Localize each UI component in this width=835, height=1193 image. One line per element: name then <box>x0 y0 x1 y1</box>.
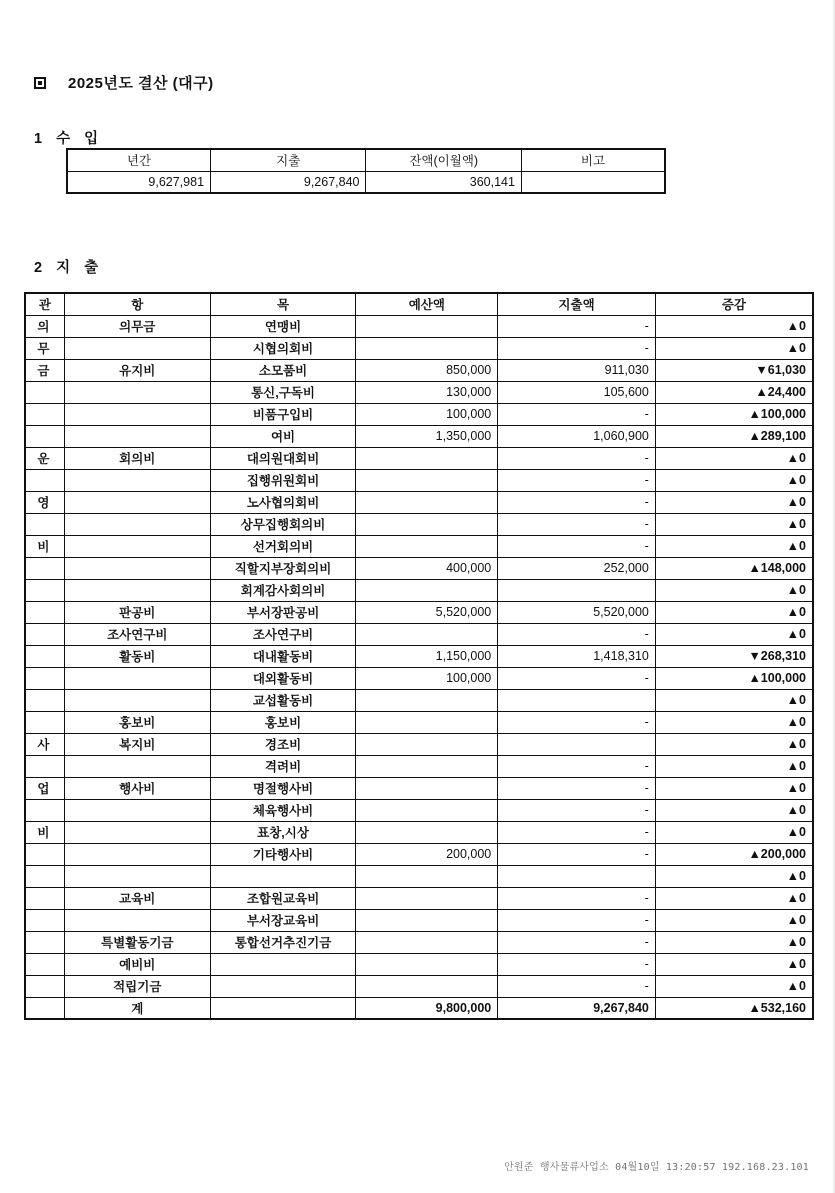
cell-spent <box>498 865 656 887</box>
cell-gwan <box>25 601 64 623</box>
table-row <box>25 513 813 535</box>
cell-hang <box>64 689 210 711</box>
cell-spent: - <box>498 777 656 799</box>
cell-mok: 집행위원회비 <box>210 469 356 491</box>
cell-budget <box>356 447 498 469</box>
cell-hang: 홍보비 <box>64 711 210 733</box>
cell-spent: - <box>498 887 656 909</box>
cell-delta: ▲0 <box>655 447 813 469</box>
cell-gwan <box>25 711 64 733</box>
cell-gwan: 영 <box>25 491 64 513</box>
section-label: 수 입 <box>56 131 104 147</box>
cell-hang: 유지비 <box>64 359 210 381</box>
table-row <box>25 425 813 447</box>
cell-mok: 부서장판공비 <box>210 601 356 623</box>
table-row <box>25 623 813 645</box>
cell-gwan <box>25 997 64 1019</box>
cell-budget <box>356 469 498 491</box>
cell-gwan: 비 <box>25 535 64 557</box>
cell-delta: ▼268,310 <box>655 645 813 667</box>
column-header-annual: 년간 <box>67 149 211 171</box>
cell-delta: ▲0 <box>655 975 813 997</box>
cell-delta: ▲0 <box>655 535 813 557</box>
cell-delta: ▲0 <box>655 777 813 799</box>
cell-budget <box>356 579 498 601</box>
cell-mok <box>210 997 356 1019</box>
cell-spent: - <box>498 975 656 997</box>
cell-delta: ▲0 <box>655 711 813 733</box>
cell-mok: 대의원대회비 <box>210 447 356 469</box>
cell-delta: ▲0 <box>655 469 813 491</box>
table-row <box>25 843 813 865</box>
cell-budget <box>356 821 498 843</box>
cell-spent: - <box>498 931 656 953</box>
cell-mok <box>210 953 356 975</box>
cell-spent: - <box>498 447 656 469</box>
cell-budget <box>356 711 498 733</box>
column-header-budget: 예산액 <box>356 293 498 315</box>
cell-budget: 1,350,000 <box>356 425 498 447</box>
table-row <box>25 315 813 337</box>
cell-budget <box>356 887 498 909</box>
cell-spent: 1,418,310 <box>498 645 656 667</box>
cell-mok: 부서장교육비 <box>210 909 356 931</box>
cell-delta: ▲148,000 <box>655 557 813 579</box>
cell-spent: - <box>498 755 656 777</box>
cell-budget: 130,000 <box>356 381 498 403</box>
cell-remarks <box>521 171 665 193</box>
cell-budget: 200,000 <box>356 843 498 865</box>
table-row <box>25 381 813 403</box>
table-row <box>25 711 813 733</box>
table-row <box>25 689 813 711</box>
cell-mok: 비품구입비 <box>210 403 356 425</box>
cell-spent: - <box>498 953 656 975</box>
table-row <box>25 645 813 667</box>
cell-total-delta: ▲532,160 <box>655 997 813 1019</box>
cell-budget <box>356 865 498 887</box>
cell-hang: 특별활동기금 <box>64 931 210 953</box>
cell-gwan <box>25 381 64 403</box>
cell-mok: 체육행사비 <box>210 799 356 821</box>
cell-total-spent: 9,267,840 <box>498 997 656 1019</box>
cell-hang <box>64 843 210 865</box>
cell-delta: ▲0 <box>655 821 813 843</box>
cell-hang <box>64 403 210 425</box>
table-row <box>25 777 813 799</box>
cell-budget <box>356 491 498 513</box>
cell-budget: 1,150,000 <box>356 645 498 667</box>
cell-delta: ▲24,400 <box>655 381 813 403</box>
cell-hang <box>64 491 210 513</box>
table-row <box>25 447 813 469</box>
cell-spent <box>498 579 656 601</box>
cell-mok: 홍보비 <box>210 711 356 733</box>
table-row <box>25 403 813 425</box>
cell-mok: 상무집행회의비 <box>210 513 356 535</box>
table-row <box>25 535 813 557</box>
cell-gwan <box>25 953 64 975</box>
cell-budget <box>356 513 498 535</box>
cell-hang <box>64 337 210 359</box>
cell-gwan <box>25 689 64 711</box>
cell-delta: ▼61,030 <box>655 359 813 381</box>
cell-delta: ▲0 <box>655 799 813 821</box>
cell-budget: 100,000 <box>356 403 498 425</box>
cell-budget <box>356 623 498 645</box>
cell-hang: 예비비 <box>64 953 210 975</box>
cell-spent: - <box>498 491 656 513</box>
table-row <box>25 865 813 887</box>
cell-delta: ▲0 <box>655 491 813 513</box>
cell-delta: ▲289,100 <box>655 425 813 447</box>
cell-hang <box>64 909 210 931</box>
cell-delta: ▲0 <box>655 623 813 645</box>
section-number: 2 <box>34 260 43 276</box>
cell-delta: ▲0 <box>655 887 813 909</box>
footer-stamp: 안원준 행사물류사업소 04월10일 13:20:57 192.168.23.101 <box>504 1162 809 1173</box>
cell-hang: 적립기금 <box>64 975 210 997</box>
cell-budget <box>356 975 498 997</box>
cell-delta: ▲0 <box>655 337 813 359</box>
cell-gwan: 사 <box>25 733 64 755</box>
table-row <box>25 601 813 623</box>
cell-hang <box>64 579 210 601</box>
cell-mok: 노사협의회비 <box>210 491 356 513</box>
cell-hang: 활동비 <box>64 645 210 667</box>
cell-hang <box>64 821 210 843</box>
table-row <box>25 887 813 909</box>
page-title <box>34 72 214 93</box>
cell-total-budget: 9,800,000 <box>356 997 498 1019</box>
cell-gwan <box>25 843 64 865</box>
cell-mok: 연맹비 <box>210 315 356 337</box>
cell-mok: 대내활동비 <box>210 645 356 667</box>
table-row <box>25 469 813 491</box>
cell-mok: 명절행사비 <box>210 777 356 799</box>
table-row <box>25 733 813 755</box>
cell-mok: 소모품비 <box>210 359 356 381</box>
section-label: 지 출 <box>56 260 104 276</box>
cell-spent <box>498 689 656 711</box>
cell-budget <box>356 777 498 799</box>
table-row <box>67 171 665 193</box>
cell-annual: 9,627,981 <box>67 171 211 193</box>
table-row <box>25 491 813 513</box>
column-header-remarks: 비고 <box>521 149 665 171</box>
page-title-text: 2025년도 결산 (대구) <box>68 75 214 92</box>
cell-gwan <box>25 799 64 821</box>
table-row <box>25 953 813 975</box>
cell-gwan <box>25 975 64 997</box>
cell-mok: 교섭활동비 <box>210 689 356 711</box>
cell-gwan <box>25 887 64 909</box>
cell-delta: ▲0 <box>655 601 813 623</box>
expense-table <box>24 292 814 1020</box>
cell-spent: 5,520,000 <box>498 601 656 623</box>
cell-mok: 선거회의비 <box>210 535 356 557</box>
cell-budget <box>356 337 498 359</box>
cell-gwan: 운 <box>25 447 64 469</box>
section-number: 1 <box>34 131 43 147</box>
cell-spent: - <box>498 337 656 359</box>
cell-gwan: 의 <box>25 315 64 337</box>
cell-mok: 직할지부장회의비 <box>210 557 356 579</box>
cell-delta: ▲0 <box>655 953 813 975</box>
column-header-spent: 지출액 <box>498 293 656 315</box>
cell-budget <box>356 755 498 777</box>
cell-hang: 행사비 <box>64 777 210 799</box>
cell-hang: 교육비 <box>64 887 210 909</box>
cell-hang <box>64 865 210 887</box>
cell-delta: ▲100,000 <box>655 667 813 689</box>
cell-mok: 통신,구독비 <box>210 381 356 403</box>
section-heading-income <box>34 127 103 148</box>
cell-mok: 경조비 <box>210 733 356 755</box>
table-row <box>25 909 813 931</box>
cell-mok: 격려비 <box>210 755 356 777</box>
cell-spent: - <box>498 469 656 491</box>
cell-delta: ▲0 <box>655 689 813 711</box>
cell-hang <box>64 799 210 821</box>
cell-budget: 400,000 <box>356 557 498 579</box>
table-row <box>25 821 813 843</box>
cell-hang: 조사연구비 <box>64 623 210 645</box>
table-row <box>25 667 813 689</box>
cell-mok: 여비 <box>210 425 356 447</box>
cell-delta: ▲0 <box>655 513 813 535</box>
cell-gwan <box>25 403 64 425</box>
cell-budget <box>356 909 498 931</box>
cell-mok: 조합원교육비 <box>210 887 356 909</box>
table-row <box>25 579 813 601</box>
cell-budget <box>356 733 498 755</box>
cell-spent: - <box>498 843 656 865</box>
table-total-row <box>25 997 813 1019</box>
income-table <box>66 148 666 194</box>
cell-budget <box>356 799 498 821</box>
section-heading-expense <box>34 256 103 277</box>
table-header-row <box>67 149 665 171</box>
cell-budget: 5,520,000 <box>356 601 498 623</box>
cell-delta: ▲200,000 <box>655 843 813 865</box>
cell-budget <box>356 535 498 557</box>
cell-hang <box>64 513 210 535</box>
cell-gwan <box>25 557 64 579</box>
cell-mok <box>210 865 356 887</box>
cell-hang <box>64 755 210 777</box>
cell-gwan <box>25 865 64 887</box>
cell-spent: - <box>498 535 656 557</box>
cell-mok: 기타행사비 <box>210 843 356 865</box>
cell-delta: ▲0 <box>655 579 813 601</box>
cell-hang <box>64 535 210 557</box>
cell-spent: - <box>498 403 656 425</box>
cell-mok: 시협의회비 <box>210 337 356 359</box>
cell-gwan <box>25 623 64 645</box>
cell-hang <box>64 425 210 447</box>
cell-gwan <box>25 469 64 491</box>
cell-spent: - <box>498 315 656 337</box>
square-bullet-icon <box>34 77 46 89</box>
cell-gwan: 비 <box>25 821 64 843</box>
column-header-gwan: 관 <box>25 293 64 315</box>
cell-hang <box>64 381 210 403</box>
cell-budget <box>356 953 498 975</box>
column-header-expenditure: 지출 <box>211 149 366 171</box>
cell-hang: 판공비 <box>64 601 210 623</box>
cell-gwan: 업 <box>25 777 64 799</box>
cell-delta: ▲100,000 <box>655 403 813 425</box>
table-header-row <box>25 293 813 315</box>
cell-spent: - <box>498 821 656 843</box>
cell-budget: 850,000 <box>356 359 498 381</box>
cell-spent: - <box>498 513 656 535</box>
cell-total-label: 계 <box>64 997 210 1019</box>
cell-delta: ▲0 <box>655 865 813 887</box>
cell-gwan <box>25 513 64 535</box>
column-header-hang: 항 <box>64 293 210 315</box>
cell-hang <box>64 557 210 579</box>
cell-gwan <box>25 667 64 689</box>
cell-delta: ▲0 <box>655 733 813 755</box>
cell-budget <box>356 689 498 711</box>
cell-hang: 복지비 <box>64 733 210 755</box>
cell-expenditure: 9,267,840 <box>211 171 366 193</box>
cell-spent: 252,000 <box>498 557 656 579</box>
column-header-balance: 잔액(이월액) <box>366 149 521 171</box>
cell-gwan <box>25 755 64 777</box>
cell-mok: 회계감사회의비 <box>210 579 356 601</box>
table-row <box>25 755 813 777</box>
cell-balance: 360,141 <box>366 171 521 193</box>
cell-gwan: 금 <box>25 359 64 381</box>
table-row <box>25 359 813 381</box>
cell-gwan <box>25 909 64 931</box>
cell-spent: 911,030 <box>498 359 656 381</box>
cell-budget <box>356 931 498 953</box>
column-header-mok: 목 <box>210 293 356 315</box>
cell-spent: - <box>498 667 656 689</box>
cell-mok <box>210 975 356 997</box>
cell-budget: 100,000 <box>356 667 498 689</box>
cell-gwan <box>25 425 64 447</box>
cell-delta: ▲0 <box>655 755 813 777</box>
cell-mok: 표창,시상 <box>210 821 356 843</box>
cell-hang: 회의비 <box>64 447 210 469</box>
cell-spent <box>498 733 656 755</box>
table-row <box>25 557 813 579</box>
cell-mok: 조사연구비 <box>210 623 356 645</box>
cell-spent: - <box>498 909 656 931</box>
cell-gwan: 무 <box>25 337 64 359</box>
cell-hang <box>64 667 210 689</box>
cell-delta: ▲0 <box>655 931 813 953</box>
table-row <box>25 931 813 953</box>
table-row <box>25 799 813 821</box>
cell-spent: 105,600 <box>498 381 656 403</box>
cell-gwan <box>25 579 64 601</box>
cell-delta: ▲0 <box>655 909 813 931</box>
cell-gwan <box>25 931 64 953</box>
cell-spent: - <box>498 711 656 733</box>
cell-hang: 의무금 <box>64 315 210 337</box>
cell-spent: - <box>498 623 656 645</box>
cell-spent: - <box>498 799 656 821</box>
column-header-delta: 증감 <box>655 293 813 315</box>
cell-mok: 통합선거추진기금 <box>210 931 356 953</box>
cell-delta: ▲0 <box>655 315 813 337</box>
cell-mok: 대외활동비 <box>210 667 356 689</box>
table-row <box>25 337 813 359</box>
cell-gwan <box>25 645 64 667</box>
table-row <box>25 975 813 997</box>
cell-hang <box>64 469 210 491</box>
cell-budget <box>356 315 498 337</box>
cell-spent: 1,060,900 <box>498 425 656 447</box>
